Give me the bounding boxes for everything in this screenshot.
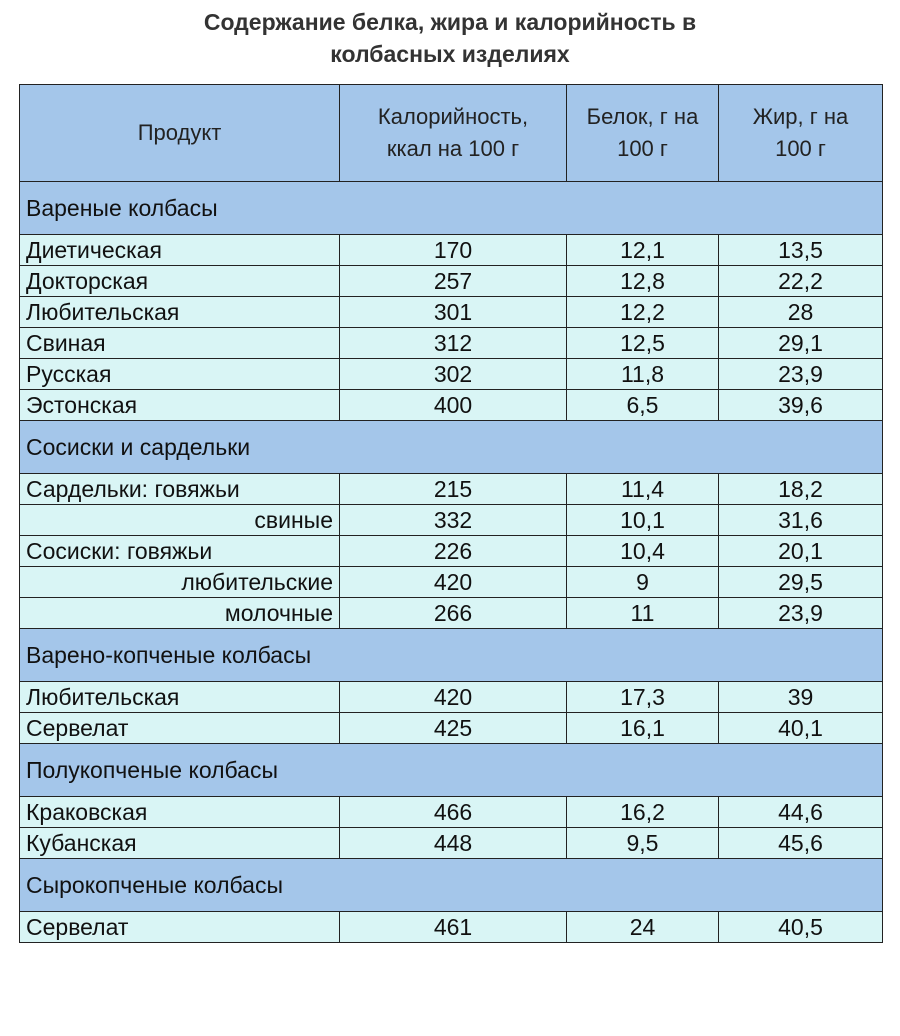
fat-cell: 20,1 — [719, 536, 883, 567]
fat-cell: 40,1 — [719, 713, 883, 744]
calories-cell: 420 — [340, 682, 567, 713]
section-header-row — [20, 629, 883, 682]
fat-cell: 39,6 — [719, 390, 883, 421]
table-row — [20, 536, 883, 567]
fat-cell: 22,2 — [719, 266, 883, 297]
calories-cell: 312 — [340, 328, 567, 359]
calories-cell: 170 — [340, 235, 567, 266]
product-name-cell: Сардельки: говяжьи — [20, 474, 340, 505]
table-row — [20, 266, 883, 297]
section-label: Сырокопченые колбасы — [20, 859, 883, 912]
fat-cell: 29,1 — [719, 328, 883, 359]
protein-cell: 24 — [567, 912, 719, 943]
protein-cell: 6,5 — [567, 390, 719, 421]
fat-cell: 13,5 — [719, 235, 883, 266]
fat-cell: 28 — [719, 297, 883, 328]
title-line-2: колбасных изделиях — [330, 41, 570, 67]
calories-cell: 466 — [340, 797, 567, 828]
protein-cell: 9,5 — [567, 828, 719, 859]
header-calories — [340, 85, 567, 182]
protein-cell: 10,1 — [567, 505, 719, 536]
product-name-cell: Свиная — [20, 328, 340, 359]
header-fat — [719, 85, 883, 182]
product-name-cell: Сосиски: говяжьи — [20, 536, 340, 567]
title-line-1: Содержание белка, жира и калорийность в — [203, 9, 697, 35]
table-header — [20, 85, 883, 182]
table-row — [20, 390, 883, 421]
product-name-cell: Докторская — [20, 266, 340, 297]
calories-cell: 266 — [340, 598, 567, 629]
header-product: Продукт — [20, 85, 340, 182]
section-label: Варено-копченые колбасы — [20, 629, 883, 682]
product-name-cell: Сервелат — [20, 912, 340, 943]
protein-cell: 12,2 — [567, 297, 719, 328]
table-row — [20, 328, 883, 359]
protein-cell: 11,4 — [567, 474, 719, 505]
section-label: Полукопченые колбасы — [20, 744, 883, 797]
header-protein-text: Белок, г на 100 г — [586, 104, 699, 161]
fat-cell: 45,6 — [719, 828, 883, 859]
table-row — [20, 797, 883, 828]
product-name-cell: Эстонская — [20, 390, 340, 421]
table-row — [20, 682, 883, 713]
section-label: Вареные колбасы — [20, 182, 883, 235]
fat-cell: 29,5 — [719, 567, 883, 598]
table-row — [20, 474, 883, 505]
protein-cell: 11 — [567, 598, 719, 629]
protein-cell: 16,2 — [567, 797, 719, 828]
table-row — [20, 505, 883, 536]
product-name-cell: любительские — [20, 567, 340, 598]
fat-cell: 39 — [719, 682, 883, 713]
protein-cell: 9 — [567, 567, 719, 598]
fat-cell: 18,2 — [719, 474, 883, 505]
fat-cell: 31,6 — [719, 505, 883, 536]
product-name-cell: молочные — [20, 598, 340, 629]
table-row — [20, 235, 883, 266]
protein-cell: 12,1 — [567, 235, 719, 266]
section-header-row — [20, 859, 883, 912]
protein-cell: 11,8 — [567, 359, 719, 390]
product-name-cell: Русская — [20, 359, 340, 390]
calories-cell: 448 — [340, 828, 567, 859]
calories-cell: 461 — [340, 912, 567, 943]
fat-cell: 40,5 — [719, 912, 883, 943]
product-name-cell: Любительская — [20, 682, 340, 713]
calories-cell: 226 — [340, 536, 567, 567]
calories-cell: 425 — [340, 713, 567, 744]
header-fat-text: Жир, г на 100 г — [752, 104, 849, 161]
table-row — [20, 297, 883, 328]
table-row — [20, 359, 883, 390]
table-row — [20, 828, 883, 859]
calories-cell: 302 — [340, 359, 567, 390]
table-row — [20, 567, 883, 598]
product-name-cell: Кубанская — [20, 828, 340, 859]
section-header-row — [20, 182, 883, 235]
page-title — [0, 6, 900, 70]
protein-cell: 16,1 — [567, 713, 719, 744]
protein-cell: 17,3 — [567, 682, 719, 713]
protein-cell: 10,4 — [567, 536, 719, 567]
fat-cell: 23,9 — [719, 359, 883, 390]
section-header-row — [20, 744, 883, 797]
calories-cell: 400 — [340, 390, 567, 421]
protein-cell: 12,8 — [567, 266, 719, 297]
table-row — [20, 598, 883, 629]
calories-cell: 301 — [340, 297, 567, 328]
product-name-cell: Любительская — [20, 297, 340, 328]
product-name-cell: свиные — [20, 505, 340, 536]
calories-cell: 332 — [340, 505, 567, 536]
product-name-cell: Сервелат — [20, 713, 340, 744]
fat-cell: 44,6 — [719, 797, 883, 828]
header-calories-text: Калорийность, ккал на 100 г — [377, 104, 529, 161]
product-name-cell: Диетическая — [20, 235, 340, 266]
table-row — [20, 713, 883, 744]
product-name-cell: Краковская — [20, 797, 340, 828]
table-row — [20, 912, 883, 943]
table-body — [20, 182, 883, 943]
header-protein — [567, 85, 719, 182]
calories-cell: 257 — [340, 266, 567, 297]
nutrition-table — [19, 84, 883, 943]
calories-cell: 420 — [340, 567, 567, 598]
calories-cell: 215 — [340, 474, 567, 505]
protein-cell: 12,5 — [567, 328, 719, 359]
section-label: Сосиски и сардельки — [20, 421, 883, 474]
fat-cell: 23,9 — [719, 598, 883, 629]
section-header-row — [20, 421, 883, 474]
